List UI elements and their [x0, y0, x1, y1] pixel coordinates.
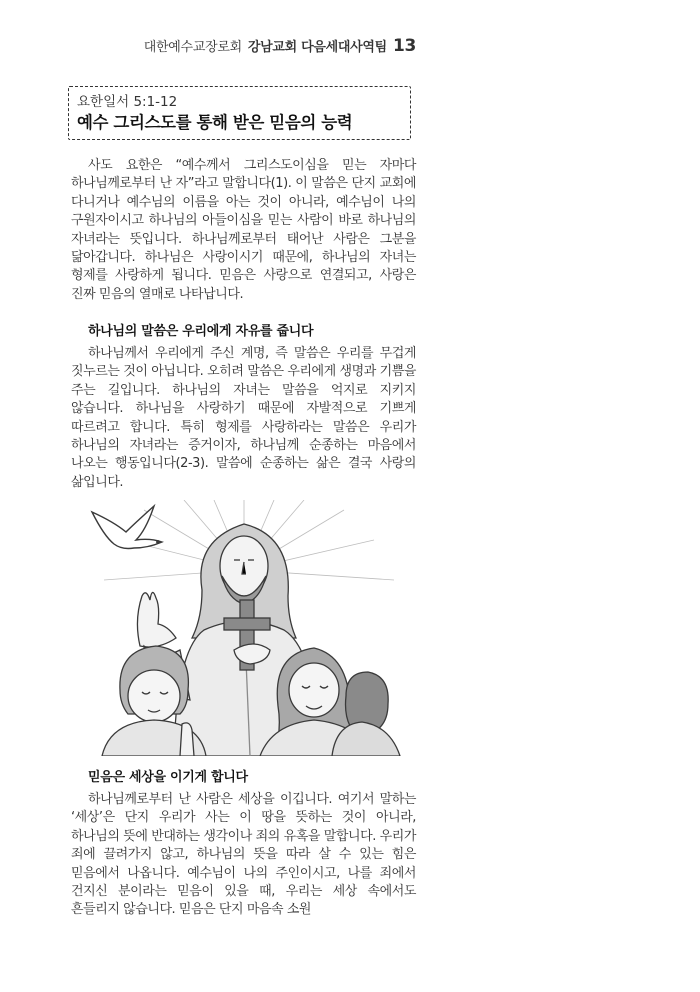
subheading-1: 하나님의 말씀은 우리에게 자유를 줍니다 [88, 324, 314, 339]
paragraph-2-block [71, 345, 416, 492]
paragraph-3-block [71, 791, 416, 920]
jesus-with-children-illustration [84, 500, 402, 756]
page-title: 예수 그리스도를 통해 받은 믿음의 능력 [77, 113, 353, 132]
page-header [144, 36, 416, 56]
page-number: 13 [392, 36, 416, 56]
paragraph-3: 하나님께로부터 난 사람은 세상을 이깁니다. 여기서 말하는 ‘세상’은 단지 우리가 사는 이 땅을 뜻하는 것이 아니라, 하나님의 뜻에 반대하는 생각이나 죄의 유혹을 말합니다. 우리가 죄에 끌려가지 않고, 하나님의 뜻을 따라 살 수 있는 힘은 믿음에서 나옵니다. 예수님이 나의 주인이시고, 나를 죄에서 건지신 분이라는 믿음이 있을 때, 우리는 세상 속에서도 흔들리지 않습니다. 믿음은 단지 마음속 소원 [71, 792, 416, 918]
dove-icon [92, 506, 162, 549]
intro-paragraph: 사도 요한은 “예수께서 그리스도이심을 믿는 자마다 하나님께로부터 난 자”라고 말합니다(1). 이 말씀은 단지 교회에 다니거나 예수님의 이름을 아는 것이 아니라, 예수님이 나의 구원자이시고 하나님의 아들이심을 믿는 사람이 바로 하나님의 자녀라는 뜻입니다. 하나님께로부터 태어난 사람은 그분을 닮아갑니다. 하나님은 사랑이시기 때문에, 하나님의 자녀는 형제를 사랑하게 됩니다. 믿음은 사랑으로 연결되고, 사랑은 진짜 믿음의 열매로 나타납니다. [71, 158, 416, 302]
paragraph-2: 하나님께서 우리에게 주신 계명, 즉 말씀은 우리를 무겁게 짓누르는 것이 아닙니다. 오히려 말씀은 우리에게 생명과 기쁨을 주는 길입니다. 하나님의 자녀는 말씀을 억지로 지키지 않습니다. 하나님을 사랑하기 때문에 자발적으로 기쁘게 따르려고 합니다. 특히 형제를 사랑하라는 말씀은 우리가 하나님의 자녀라는 증거이자, 하나님께 순종하는 마음에서 나오는 행동입니다(2-3). 말씀에 순종하는 삶은 결국 사랑의 삶입니다. [71, 346, 416, 490]
header-dept: 강남교회 다음세대사역팀 [247, 40, 387, 55]
subheading-2: 믿음은 세상을 이기게 합니다 [88, 770, 248, 785]
header-org: 대한예수교장로회 [143, 40, 242, 55]
intro-paragraph-block [71, 157, 416, 304]
scripture-reference: 요한일서 5:1-12 [77, 94, 178, 110]
illustration-svg [84, 500, 402, 756]
title-box [68, 86, 411, 140]
